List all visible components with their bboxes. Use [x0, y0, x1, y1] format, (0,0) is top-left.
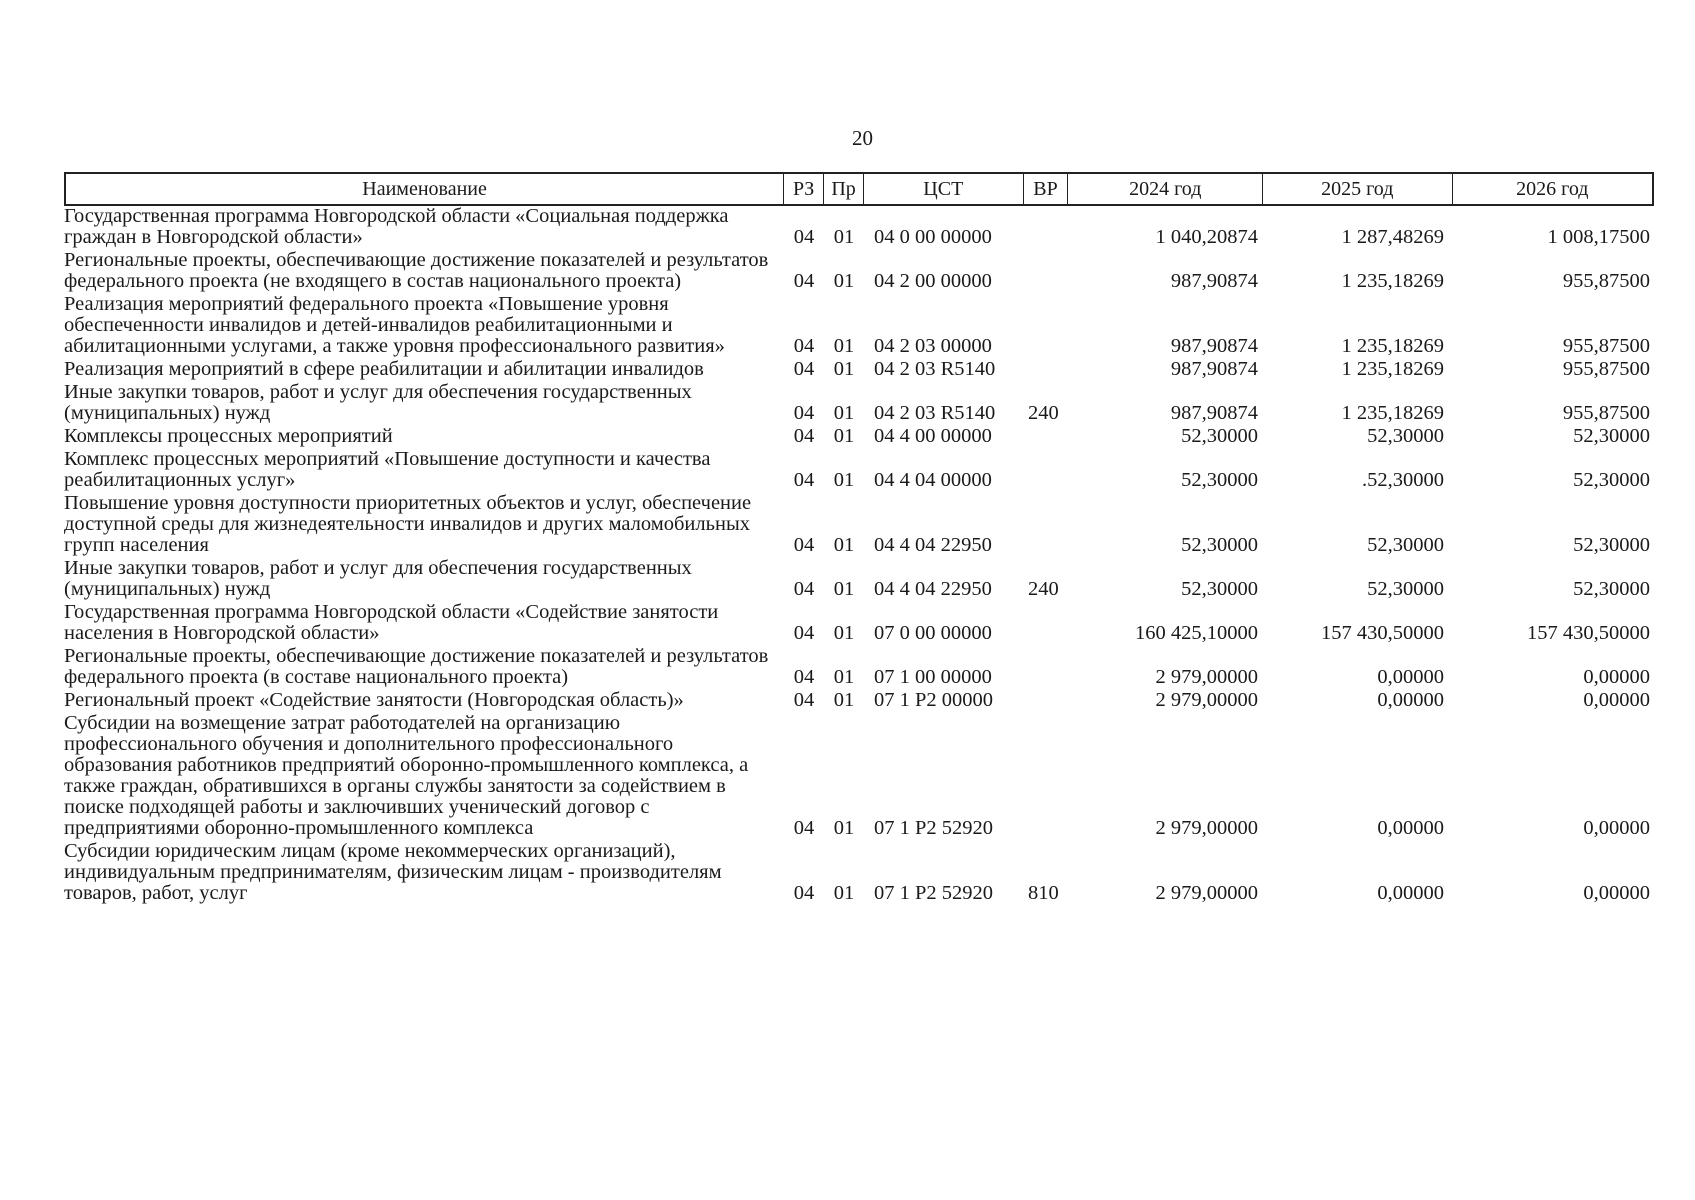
row-cst: 07 1 P2 00000: [874, 689, 994, 711]
row-vr: 240: [1028, 578, 1059, 600]
row-cst: 04 2 00 00000: [874, 270, 992, 292]
row-2024: 987,90874: [1170, 358, 1258, 380]
row-name: Региональные проекты, обеспечивающие достижение показателей и результатов федерального проекта (не входящего в состав национального проекта): [64, 249, 769, 292]
row-2024: 2 979,00000: [1155, 689, 1258, 711]
row-2025: 1 287,48269: [1341, 226, 1444, 248]
row-2024: 2 979,00000: [1155, 882, 1258, 904]
row-2024: 2 979,00000: [1155, 666, 1258, 688]
row-pr: 01: [833, 425, 855, 447]
row-rz: 04: [793, 270, 815, 292]
row-2024: 52,30000: [1181, 534, 1258, 556]
table-row: [64, 602, 1654, 644]
row-2024: 52,30000: [1181, 425, 1258, 447]
row-cst: 04 0 00 00000: [874, 226, 992, 248]
row-pr: 01: [833, 469, 855, 491]
row-2026: 52,30000: [1573, 425, 1650, 447]
row-rz: 04: [793, 622, 815, 644]
row-2024: 987,90874: [1170, 270, 1258, 292]
row-2026: 0,00000: [1583, 689, 1650, 711]
row-2024: 1 040,20874: [1155, 226, 1258, 248]
row-pr: 01: [833, 817, 855, 839]
row-cst: 07 1 P2 52920: [874, 817, 994, 839]
row-2025: 1 235,18269: [1341, 358, 1444, 380]
table-row: [64, 493, 1654, 556]
header-rz: РЗ: [784, 174, 824, 204]
row-name: Реализация мероприятий федерального проекта «Повышение уровня обеспеченности инвалидов и детей-инвалидов реабилитационными и абилитационными услугами, а также уровня профессионального развития»: [64, 293, 725, 357]
row-2026: 1 008,17500: [1547, 226, 1650, 248]
table-row: [64, 449, 1654, 491]
header-2024: 2024 год: [1068, 174, 1263, 204]
row-2026: 52,30000: [1573, 578, 1650, 600]
table-row: [64, 359, 1654, 380]
row-2025: 0,00000: [1377, 666, 1444, 688]
row-2026: 955,87500: [1562, 270, 1650, 292]
row-2024: 52,30000: [1181, 578, 1258, 600]
row-cst: 07 0 00 00000: [874, 622, 992, 644]
row-name: Комплексы процессных мероприятий: [64, 425, 393, 447]
row-2025: 0,00000: [1377, 689, 1444, 711]
table-row: [64, 646, 1654, 688]
row-name: Государственная программа Новгородской области «Содействие занятости населения в Новгородской области»: [64, 601, 719, 644]
row-rz: 04: [793, 666, 815, 688]
row-2024: 987,90874: [1170, 402, 1258, 424]
row-2025: 157 430,50000: [1321, 622, 1444, 644]
row-2025: 1 235,18269: [1341, 270, 1444, 292]
header-pr: Пр: [824, 174, 864, 204]
row-pr: 01: [833, 534, 855, 556]
row-2026: 52,30000: [1573, 469, 1650, 491]
row-cst: 04 2 03 R5140: [874, 358, 996, 380]
row-2024: 52,30000: [1181, 469, 1258, 491]
row-2025: .52,30000: [1362, 469, 1444, 491]
row-2026: 0,00000: [1583, 817, 1650, 839]
table-row: [64, 713, 1654, 839]
row-pr: 01: [833, 689, 855, 711]
row-2025: 52,30000: [1367, 425, 1444, 447]
table-row: [64, 841, 1654, 904]
row-name: Реализация мероприятий в сфере реабилитации и абилитации инвалидов: [64, 358, 704, 380]
row-2026: 0,00000: [1583, 882, 1650, 904]
row-2025: 52,30000: [1367, 534, 1444, 556]
row-2026: 0,00000: [1583, 666, 1650, 688]
table-header: [64, 172, 1654, 206]
row-2025: 0,00000: [1377, 882, 1444, 904]
row-cst: 04 4 04 00000: [874, 469, 992, 491]
row-name: Комплекс процессных мероприятий «Повышение доступности и качества реабилитационных услуг»: [64, 448, 711, 491]
row-2025: 0,00000: [1377, 817, 1444, 839]
row-2026: 157 430,50000: [1527, 622, 1650, 644]
header-2025: 2025 год: [1263, 174, 1453, 204]
row-rz: 04: [793, 469, 815, 491]
row-name: Иные закупки товаров, работ и услуг для обеспечения государственных (муниципальных) нужд: [64, 557, 692, 600]
row-pr: 01: [833, 270, 855, 292]
table-row: [64, 558, 1654, 600]
row-name: Региональный проект «Содействие занятости (Новгородская область)»: [64, 689, 684, 711]
row-rz: 04: [793, 689, 815, 711]
table-row: [64, 206, 1654, 248]
table-row: [64, 250, 1654, 292]
row-2024: 2 979,00000: [1155, 817, 1258, 839]
row-vr: 810: [1028, 882, 1059, 904]
row-cst: 07 1 00 00000: [874, 666, 992, 688]
row-2025: 1 235,18269: [1341, 335, 1444, 357]
row-pr: 01: [833, 622, 855, 644]
row-pr: 01: [833, 402, 855, 424]
row-rz: 04: [793, 534, 815, 556]
row-pr: 01: [833, 578, 855, 600]
row-2024: 987,90874: [1170, 335, 1258, 357]
row-pr: 01: [833, 226, 855, 248]
row-pr: 01: [833, 882, 855, 904]
table-body: [64, 206, 1654, 904]
table-row: [64, 382, 1654, 424]
row-cst: 07 1 P2 52920: [874, 882, 994, 904]
header-2026: 2026 год: [1516, 177, 1589, 200]
header-vr: ВР: [1024, 174, 1069, 204]
table-row: [64, 426, 1654, 447]
row-pr: 01: [833, 335, 855, 357]
table-row: [64, 294, 1654, 357]
row-rz: 04: [793, 578, 815, 600]
row-name: Субсидии юридическим лицам (кроме некоммерческих организаций), индивидуальным предпринимателям, физическим лицам - производителям товаров, работ, услуг: [64, 840, 722, 904]
row-rz: 04: [793, 882, 815, 904]
row-2025: 52,30000: [1367, 578, 1444, 600]
row-rz: 04: [793, 402, 815, 424]
row-pr: 01: [833, 666, 855, 688]
row-pr: 01: [833, 358, 855, 380]
page-number: 20: [852, 126, 873, 150]
row-name: Субсидии на возмещение затрат работодателей на организацию профессионального обучения и дополнительного профессионального образования работников предприятий оборонно-промышленного комплекса, а также граждан, обратившихся в органы службы занятости за содействием в поиске подходящей работы и заключивших ученический договор с предприятиями оборонно-промышленного комплекса: [64, 712, 749, 839]
row-name: Региональные проекты, обеспечивающие достижение показателей и результатов федерального проекта (в составе национального проекта): [64, 645, 769, 688]
row-rz: 04: [793, 425, 815, 447]
budget-table: [64, 172, 1654, 904]
row-2026: 955,87500: [1562, 335, 1650, 357]
row-2026: 52,30000: [1573, 534, 1650, 556]
header-name: Наименование: [66, 174, 784, 204]
row-cst: 04 4 04 22950: [874, 578, 992, 600]
row-cst: 04 4 00 00000: [874, 425, 992, 447]
row-2026: 955,87500: [1562, 358, 1650, 380]
row-rz: 04: [793, 358, 815, 380]
row-2024: 160 425,10000: [1135, 622, 1258, 644]
row-name: Иные закупки товаров, работ и услуг для обеспечения государственных (муниципальных) нужд: [64, 381, 692, 424]
header-cst: ЦСТ: [864, 174, 1024, 204]
row-rz: 04: [793, 226, 815, 248]
row-vr: 240: [1028, 402, 1059, 424]
row-name: Повышение уровня доступности приоритетных объектов и услуг, обеспечение доступной среды для жизнедеятельности инвалидов и других маломобильных групп населения: [64, 492, 752, 556]
table-row: [64, 690, 1654, 711]
row-rz: 04: [793, 335, 815, 357]
row-name: Государственная программа Новгородской области «Социальная поддержка граждан в Новгородской области»: [64, 205, 729, 248]
row-cst: 04 4 04 22950: [874, 534, 992, 556]
row-2026: 955,87500: [1562, 402, 1650, 424]
row-2025: 1 235,18269: [1341, 402, 1444, 424]
row-cst: 04 2 03 R5140: [874, 402, 996, 424]
row-cst: 04 2 03 00000: [874, 335, 992, 357]
row-rz: 04: [793, 817, 815, 839]
